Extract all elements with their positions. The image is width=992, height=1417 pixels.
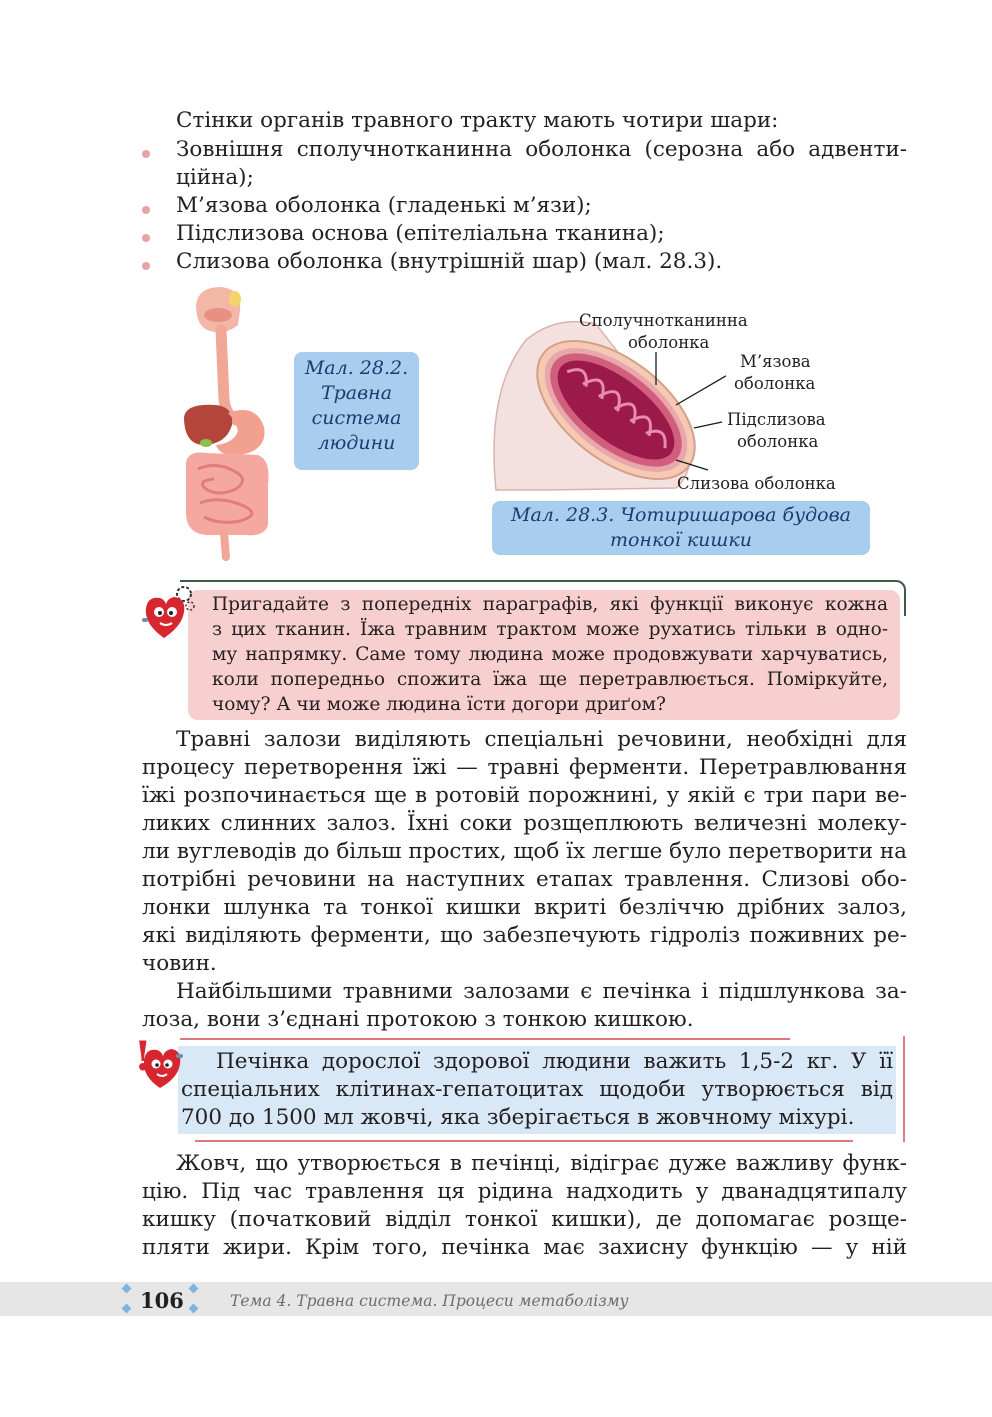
paragraph-line: їжі розпочинається ще в ротовій порожнині, у якій є три пари ве- [142,783,907,808]
label-submucosa-2: оболонка [737,432,819,451]
label-serosa: Сполучнотканинна [579,311,748,330]
fact-top-rule [180,1038,790,1040]
paragraph-line: Найбільшими травними залозами є печінка і підшлункова за- [176,979,907,1004]
fact-bottom-rule [195,1140,853,1142]
reminder-line: му напрямку. Саме тому людина може продовжувати харчуватись, [212,644,888,665]
fact-line: 700 до 1500 мл жовчі, яка зберігається в жовчному міхурі. [181,1105,855,1130]
label-mucosa: Слизова оболонка [677,474,836,493]
bullet-dot [142,262,150,270]
paragraph-line: Травні залози виділяють спеціальні речовини, необхідні для [176,727,907,752]
fact-right-rule [903,1036,905,1142]
bullet-item-1-line-1: Зовнішня сполучнотканинна оболонка (серозна або адвенти- [176,137,907,162]
paragraph-line: цію. Під час травлення ця рідина надходить у дванадцятипалу [142,1179,907,1204]
caption-line: тонкої кишки [609,529,753,551]
caption-line: Мал. 28.3. Чотиришарова будова [511,504,851,526]
bullet-item-4: Слизова оболонка (внутрішній шар) (мал. 28.3). [176,249,723,274]
label-muscular: М’язова [740,352,811,371]
bullet-item-1-line-2: ційна); [176,165,254,190]
caption-line: Мал. 28.2. [304,357,409,379]
paragraph-line: пляти жири. Крім того, печінка має захисну функцію — у ній [142,1235,907,1260]
paragraph-line: човин. [142,951,217,976]
intro-lead: Стінки органів травного тракту мають чотири шари: [176,108,779,133]
paragraph-line: Жовч, що утворюється в печінці, відіграє дуже важливу функ- [176,1151,907,1176]
paragraph-line: ликих слинних залоз. Їхні соки розщеплюють величезні молеку- [142,811,907,836]
heart-mascot-thinking-icon [140,582,198,644]
paragraph-line: кишку (початковий відділ тонкої кишки), де допомагає розще- [142,1207,907,1232]
bullet-dot [142,234,150,242]
bullet-dot [142,206,150,214]
caption-line: людини [317,432,396,454]
label-serosa-2: оболонка [628,333,710,352]
paragraph-line: ли вуглеводів до більш простих, щоб їх легше було перетворити на [142,839,907,864]
label-submucosa: Підслизова [727,410,826,429]
page-number: 106 [140,1288,184,1313]
bullet-item-3: Підслизова основа (епітеліальна тканина); [176,221,665,246]
caption-line: Травна [320,382,393,404]
exclamation-mark: ! [134,1033,152,1080]
paragraph-line: лонки шлунка та тонкої кишки вкриті безліччю дрібних залоз, [142,895,907,920]
digestive-system-illustration [176,285,281,565]
reminder-line: чому? А чи може людина їсти догори дриґом? [212,694,666,715]
running-title: Тема 4. Травна система. Процеси метаболізму [230,1292,629,1310]
caption-line: система [311,407,402,429]
figure-28-3-caption [492,503,870,553]
label-muscular-2: оболонка [734,374,816,393]
paragraph-line: які виділяють ферменти, що забезпечують гідроліз поживних ре- [142,923,907,948]
fact-line: Печінка дорослої здорової людини важить 1,5-2 кг. У її [216,1049,893,1074]
bullet-item-2: М’язова оболонка (гладенькі м’язи); [176,193,592,218]
paragraph-line: лоза, вони з’єднані протокою з тонкою кишкою. [142,1007,694,1032]
reminder-line: з цих тканин. Їжа травним трактом може рухатись тільки в одно- [212,619,888,640]
paragraph-line: потрібні речовини на наступних етапах травлення. Слизові обо- [142,867,907,892]
bullet-dot [142,150,150,158]
fact-line: спеціальних клітинах-гепатоцитах щодоби утворюється від [181,1077,893,1102]
reminder-line: Пригадайте з попередніх параграфів, які функції виконує кожна [212,594,888,615]
paragraph-line: процесу перетворення їжі — травні ферменти. Перетравлювання [142,755,907,780]
reminder-line: коли попередньо спожита їжа ще перетравлюється. Поміркуйте, [212,669,888,690]
figure-28-2-caption [294,356,419,456]
